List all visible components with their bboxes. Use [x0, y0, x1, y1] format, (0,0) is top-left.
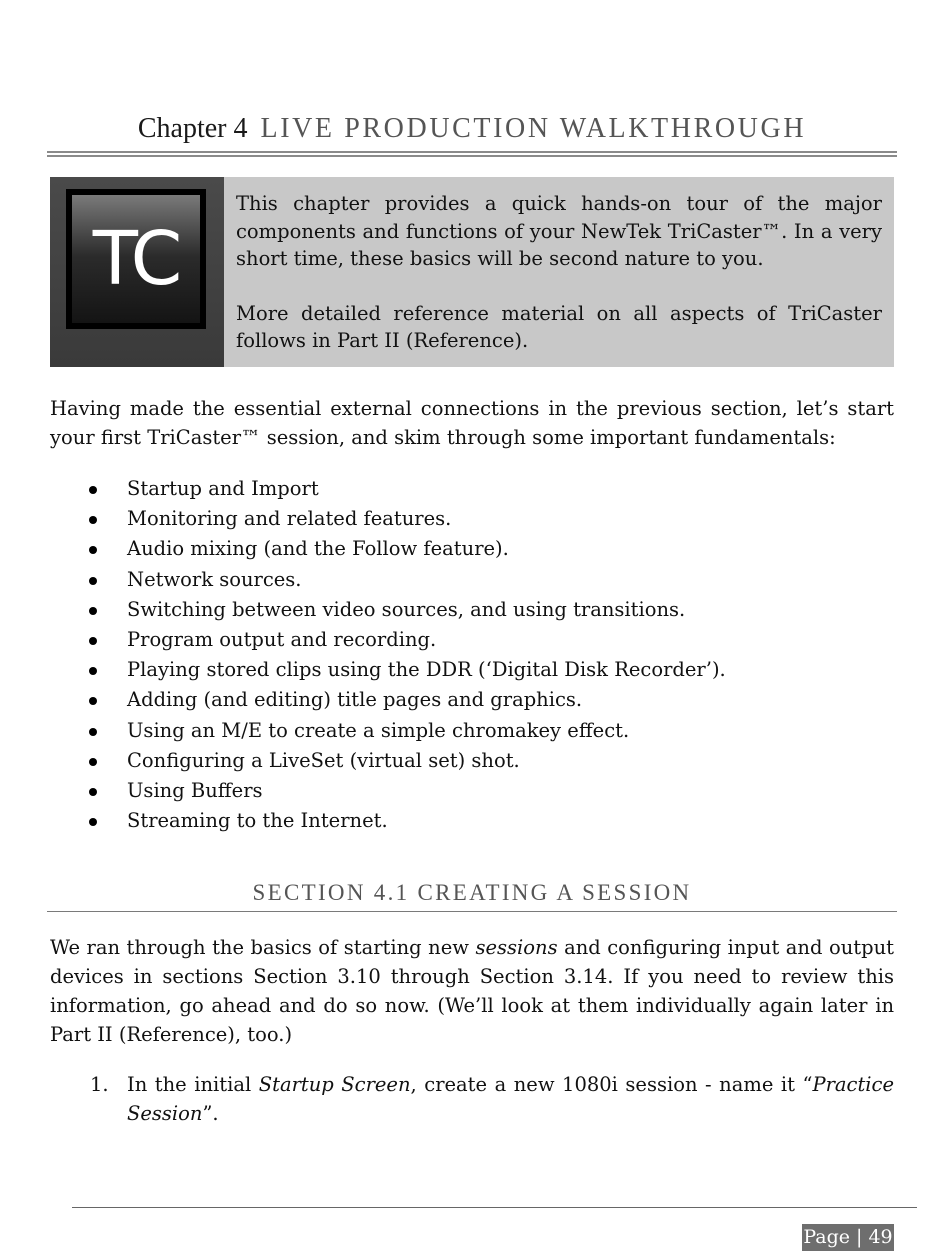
list-item-text: Playing stored clips using the DDR (‘Digital Disk Recorder’). — [127, 658, 726, 682]
list-item-text: Startup and Import — [127, 477, 319, 500]
section-rule — [47, 911, 897, 912]
tricaster-logo-icon — [66, 189, 206, 329]
list-item — [50, 776, 894, 806]
list-item — [50, 746, 894, 776]
bullet-icon — [89, 758, 97, 766]
section-paragraph — [50, 933, 894, 1049]
step-text-b: , create a new 1080i session - name it “ — [410, 1073, 813, 1096]
intro-box-text — [224, 177, 894, 367]
chapter-intro-box — [50, 177, 894, 367]
list-item — [50, 595, 894, 625]
bullet-icon — [89, 697, 97, 705]
bullet-icon — [89, 728, 97, 736]
bullet-icon — [89, 637, 97, 645]
list-item — [50, 534, 894, 564]
step-text-a: In the initial — [127, 1073, 259, 1096]
bullet-icon — [89, 818, 97, 826]
bullet-icon — [89, 667, 97, 675]
bullet-icon — [89, 788, 97, 796]
step-number: 1. — [90, 1073, 109, 1096]
bullet-icon — [89, 607, 97, 615]
bullet-icon — [89, 486, 97, 494]
intro-box-paragraph-1: This chapter provides a quick hands-on tour of the major components and functions of your NewTek TriCaster™. In a very short time, these basics will be second nature to you. — [236, 192, 882, 270]
section-paragraph-italic: sessions — [475, 936, 558, 959]
list-item-text: Network sources. — [127, 567, 302, 591]
chapter-label: Chapter 4 — [137, 113, 248, 144]
list-item-text: Streaming to the Internet. — [127, 809, 388, 833]
step-italic-a: Startup Screen — [258, 1073, 411, 1096]
step-item — [50, 1070, 894, 1128]
list-item — [50, 806, 894, 836]
intro-box-paragraph-2: More detailed reference material on all aspects of TriCaster follows in Part II (Reference). — [236, 301, 882, 352]
footer-rule — [72, 1207, 917, 1208]
heading-rule-bottom — [47, 155, 897, 157]
logo-panel — [50, 177, 224, 367]
step-text-c: ”. — [202, 1102, 219, 1125]
fundamentals-list — [50, 474, 894, 836]
list-item-text: Using an M/E to create a simple chromakey effect. — [127, 718, 630, 742]
list-item-text: Program output and recording. — [127, 627, 437, 651]
bullet-icon — [89, 516, 97, 524]
list-item — [50, 565, 894, 595]
bullet-icon — [89, 546, 97, 554]
bullet-icon — [89, 577, 97, 585]
list-item — [50, 655, 894, 685]
list-item-text: Using Buffers — [127, 778, 263, 802]
chapter-name: LIVE PRODUCTION WALKTHROUGH — [260, 113, 807, 144]
list-item-text: Monitoring and related features. — [127, 507, 452, 531]
intro-paragraph: Having made the essential external connections in the previous section, let’s start your first TriCaster™ session, and skim through some important fundamentals: — [50, 397, 894, 449]
list-item — [50, 504, 894, 534]
list-item-text: Switching between video sources, and using transitions. — [127, 597, 686, 621]
page-number-badge: Page | 49 — [802, 1224, 894, 1251]
chapter-heading — [47, 112, 897, 146]
section-heading: SECTION 4.1 CREATING A SESSION — [252, 880, 692, 905]
steps-list — [50, 1070, 894, 1128]
list-item — [50, 685, 894, 715]
list-item — [50, 474, 894, 504]
list-item-text: Adding (and editing) title pages and graphics. — [127, 688, 583, 712]
section-paragraph-text-b: and configuring input and output devices in sections Section 3.10 through Section 3.14. If you need to review this information, go ahead and do so now. (We’ll look at them individually again later in Part II (Reference), too.) — [50, 936, 894, 1046]
logo-text: TC — [92, 216, 180, 302]
list-item-text: Audio mixing (and the Follow feature). — [127, 537, 509, 561]
heading-rule-top — [47, 151, 897, 153]
list-item — [50, 625, 894, 655]
step-italic-b: Practice Session — [127, 1073, 895, 1125]
list-item — [50, 716, 894, 746]
list-item-text: Configuring a LiveSet (virtual set) shot. — [127, 748, 520, 772]
section-paragraph-text-a: We ran through the basics of starting new — [50, 936, 476, 959]
